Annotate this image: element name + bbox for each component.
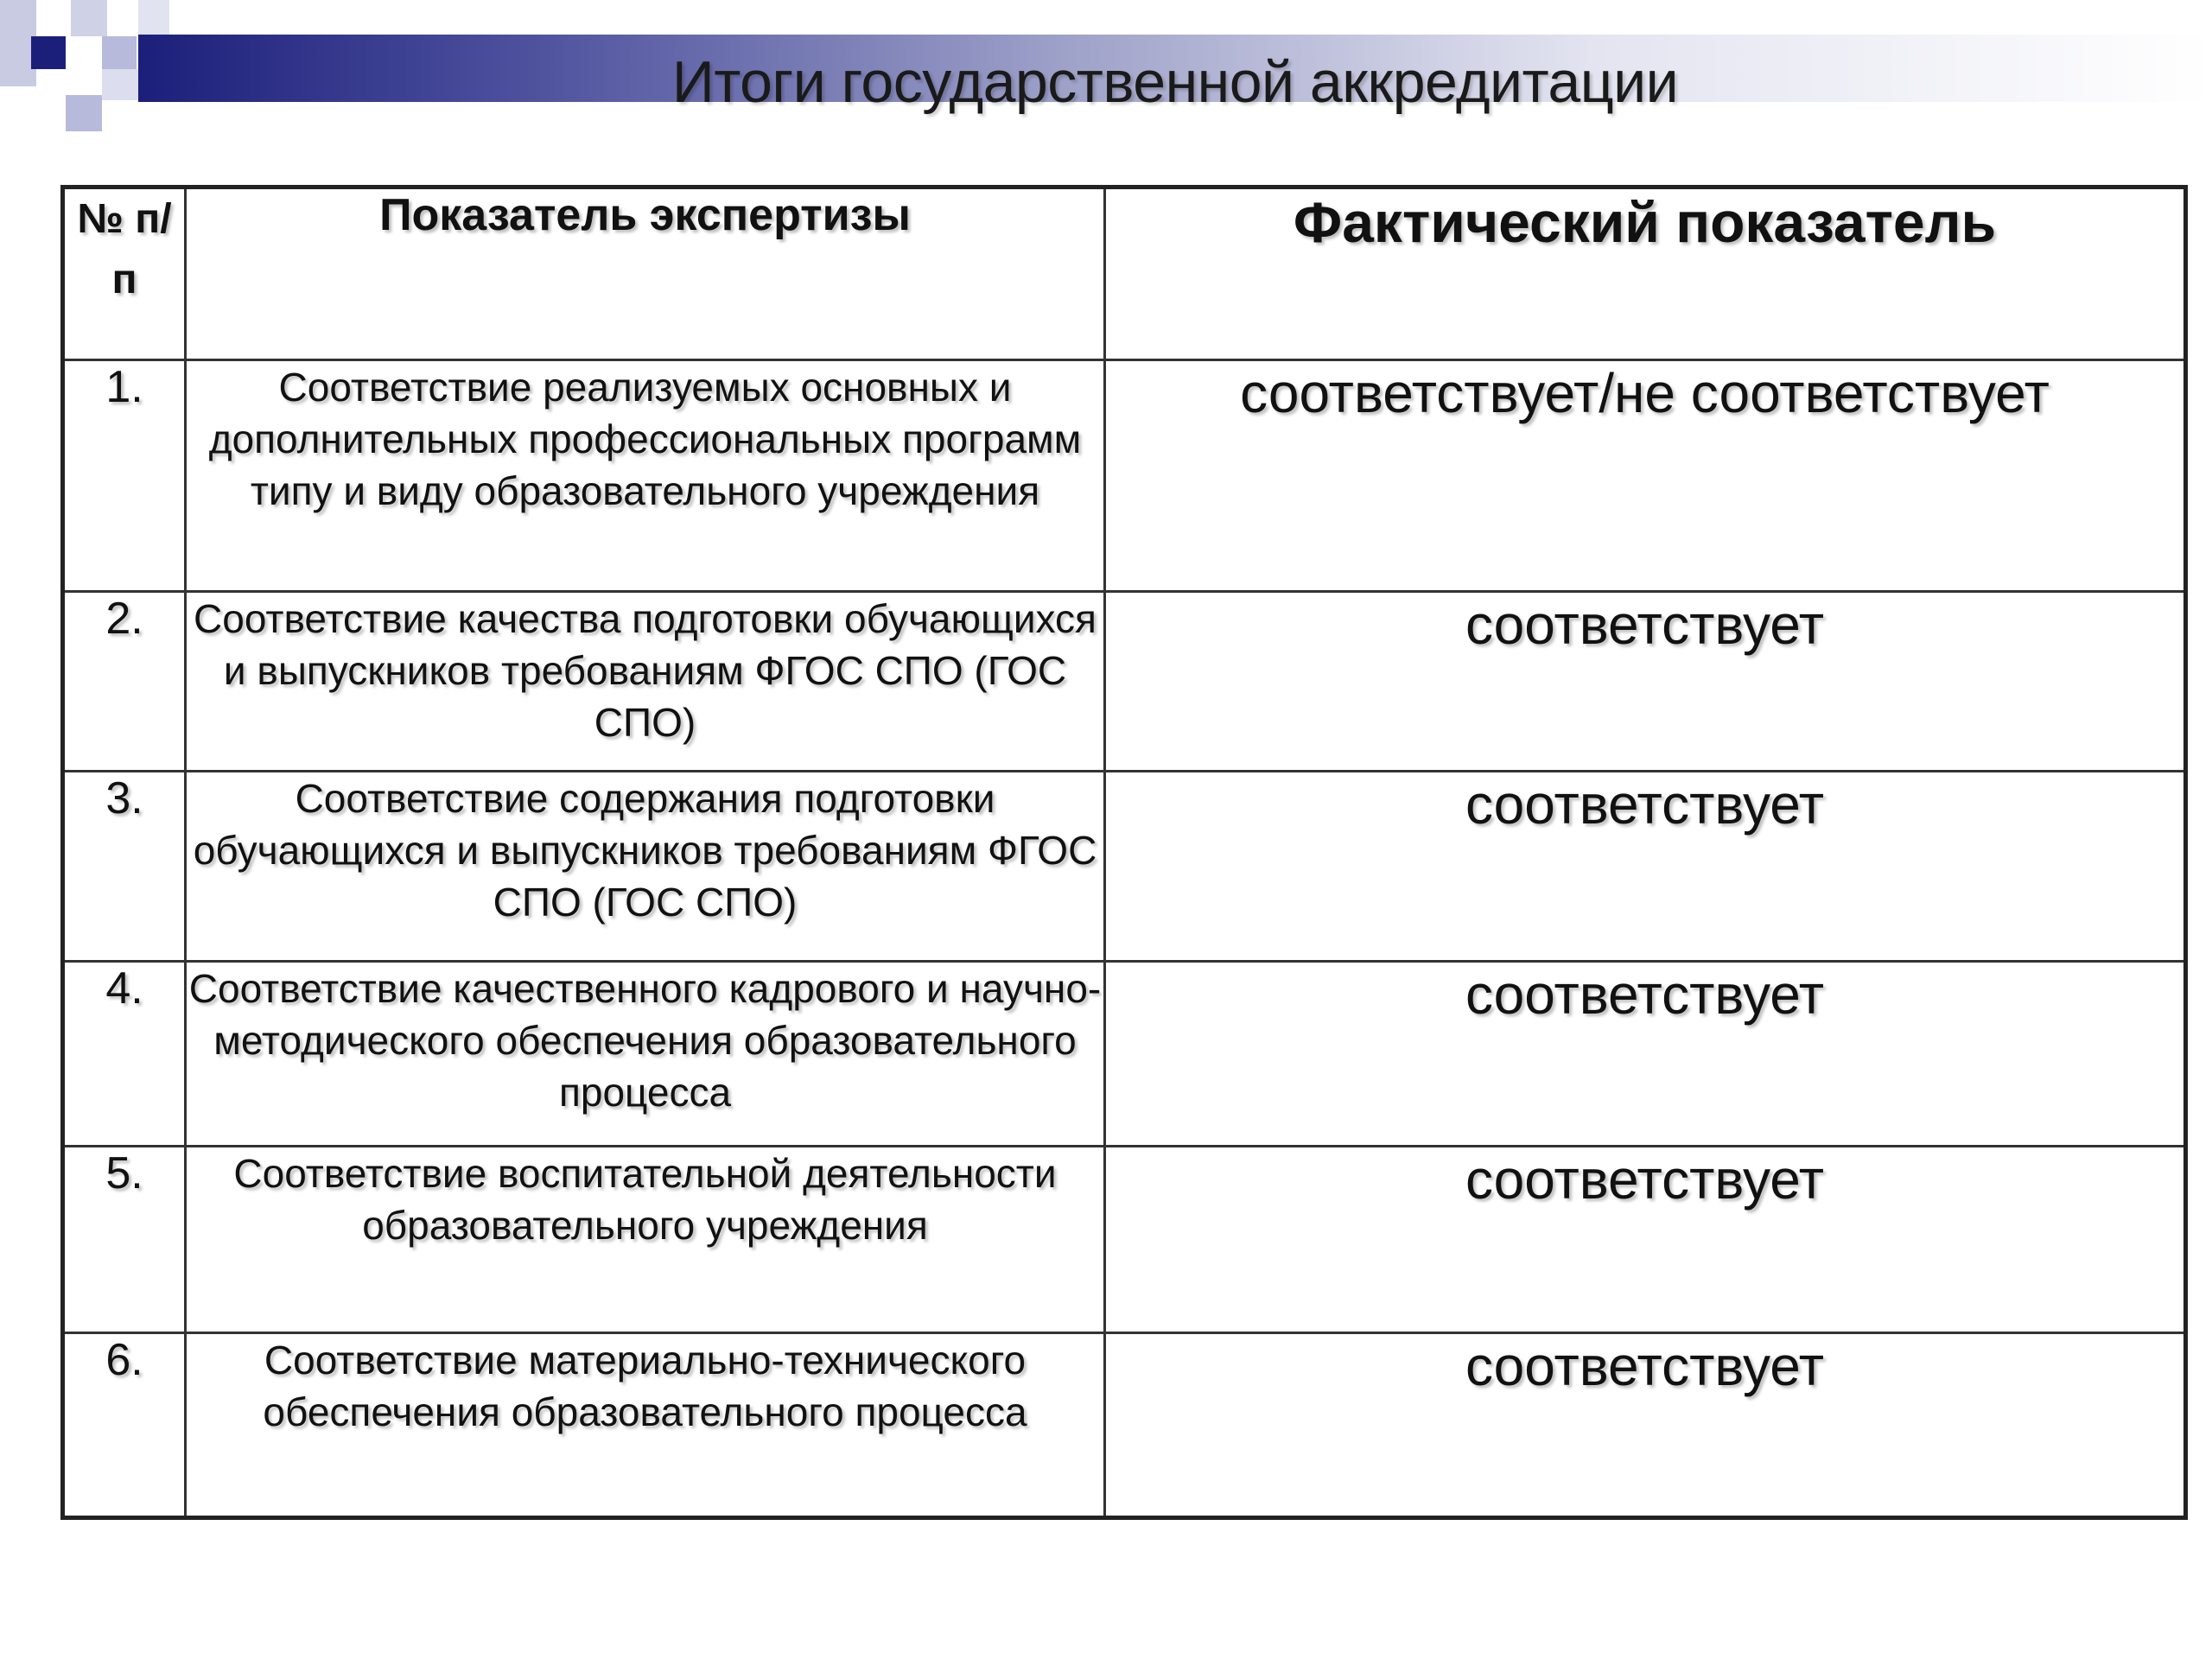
header-actual: Фактический показатель [1105, 188, 2186, 360]
table-row [63, 772, 2186, 962]
table-row [63, 592, 2186, 772]
page-title: Итоги государственной аккредитации [671, 49, 1679, 115]
row-number: 3. [63, 772, 186, 962]
row-actual: соответствует [1105, 772, 2186, 962]
row-actual: соответствует [1105, 962, 2186, 1147]
row-indicator: Соответствие реализуемых основных и дополнительных профессиональных программ типу и виду образовательного учреждения [186, 360, 1105, 592]
row-indicator: Соответствие воспитательной деятельности образовательного учреждения [186, 1147, 1105, 1333]
header-indicator: Показатель экспертизы [186, 188, 1105, 360]
table-row [63, 1147, 2186, 1333]
decor-square [71, 0, 107, 36]
row-actual: соответствует [1105, 1147, 2186, 1333]
row-actual: соответствует [1105, 1333, 2186, 1518]
table-row [63, 1333, 2186, 1518]
row-number: 4. [63, 962, 186, 1147]
table-header-row [63, 188, 2186, 360]
row-indicator: Соответствие качества подготовки обучающихся и выпускников требованиям ФГОС СПО (ГОС СПО) [186, 592, 1105, 772]
decor-square [138, 0, 169, 35]
row-number: 6. [63, 1333, 186, 1518]
row-indicator: Соответствие содержания подготовки обучающихся и выпускников требованиям ФГОС СПО (ГОС СПО) [186, 772, 1105, 962]
table-row [63, 962, 2186, 1147]
row-actual: соответствует/не соответствует [1105, 360, 2186, 592]
row-number: 1. [63, 360, 186, 592]
row-indicator: Соответствие материально-технического обеспечения образовательного процесса [186, 1333, 1105, 1518]
header-number: № п/п [63, 188, 186, 360]
accreditation-table [60, 185, 2188, 1520]
row-actual: соответствует [1105, 592, 2186, 772]
row-number: 2. [63, 592, 186, 772]
row-number: 5. [63, 1147, 186, 1333]
row-indicator: Соответствие качественного кадрового и научно-методического обеспечения образовательного процесса [186, 962, 1105, 1147]
table-row [63, 360, 2186, 592]
